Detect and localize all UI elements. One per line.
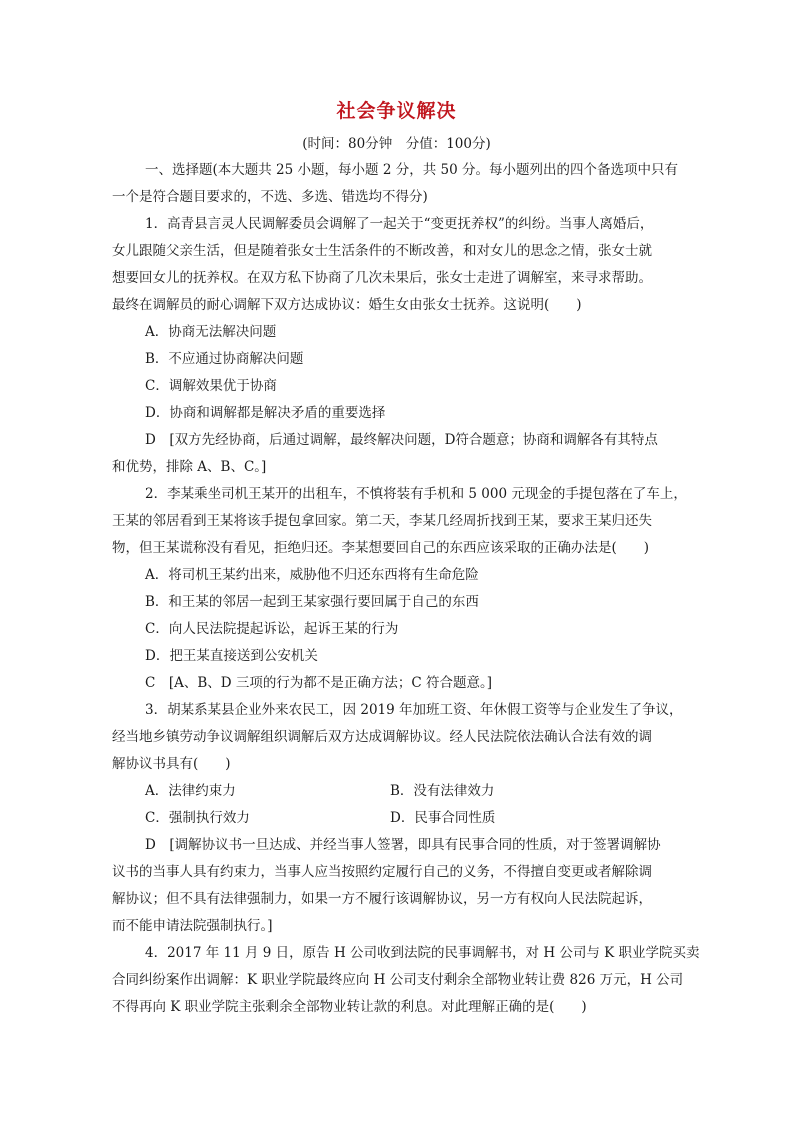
- exam-time-score: (时间：80分钟 分值：100分): [302, 136, 491, 152]
- question-1-option-a: A．协商无法解决问题: [145, 324, 277, 340]
- question-2-stem-line: 王某的邻居看到王某将该手提包拿回家。第二天，李某几经周折找到王某，要求王某归还失: [112, 513, 652, 529]
- question-1-option-d: D．协商和调解都是解决矛盾的重要选择: [145, 405, 386, 421]
- question-1-option-c: C．调解效果优于协商: [145, 378, 277, 394]
- section-header-line: 一个是符合题目要求的，不选、多选、错选均不得分): [112, 189, 428, 205]
- question-1-stem-line: 最终在调解员的耐心调解下双方达成协议：婚生女由张女士抚养。这说明( ): [112, 297, 582, 313]
- question-3-stem-line: 解协议书具有( ): [112, 756, 231, 772]
- question-3-answer-line: 议书的当事人具有约束力，当事人应当按照约定履行自己的义务，不得擅自变更或者解除调: [112, 864, 652, 880]
- question-3-stem-line: 3．胡某系某县企业外来农民工，因 2019 年加班工资、年休假工资等与企业发生了争议，: [145, 702, 683, 718]
- question-2-stem-line: 物，但王某谎称没有看见，拒绝归还。李某想要回自己的东西应该采取的正确办法是( ): [112, 540, 650, 556]
- question-3-option-b: B．没有法律效力: [390, 783, 495, 799]
- question-1-answer-line: 和优势，排除 A、B、C。]: [112, 459, 267, 475]
- page-title: 社会争议解决: [336, 100, 457, 122]
- question-2-answer-line: C [A、B、D 三项的行为都不是正确方法；C 符合题意。]: [145, 675, 493, 691]
- section-header-line: 一、选择题(本大题共 25 小题，每小题 2 分，共 50 分。每小题列出的四个备选项中只有: [145, 162, 678, 178]
- question-1-stem-line: 女儿跟随父亲生活，但是随着张女士生活条件的不断改善，和对女儿的思念之情，张女士就: [112, 243, 652, 259]
- question-3-option-a: A．法律约束力: [145, 783, 236, 799]
- question-3-option-d: D．民事合同性质: [390, 810, 496, 826]
- question-1-stem-line: 1．高青县言灵人民调解委员会调解了一起关于“变更抚养权”的纠纷。当事人离婚后，: [145, 216, 654, 232]
- question-1-stem-line: 想要回女儿的抚养权。在双方私下协商了几次未果后，张女士走进了调解室，来寻求帮助。: [112, 270, 652, 286]
- question-4-stem-line: 合同纠纷案作出调解：K 职业学院最终应向 H 公司支付剩余全部物业转让费 826 万元，H 公司: [112, 972, 684, 988]
- question-1-answer-line: D [双方先经协商，后通过调解，最终解决问题，D符合题意；协商和调解各有其特点: [145, 432, 658, 448]
- question-3-answer-line: D [调解协议书一旦达成、并经当事人签署，即具有民事合同的性质，对于签署调解协: [145, 837, 661, 853]
- question-3-stem-line: 经当地乡镇劳动争议调解组织调解后双方达成调解协议。经人民法院依法确认合法有效的调: [112, 729, 652, 745]
- question-3-answer-line: 而不能申请法院强制执行。]: [112, 918, 273, 934]
- question-3-answer-line: 解协议；但不具有法律强制力，如果一方不履行该调解协议，另一方有权向人民法院起诉，: [112, 891, 652, 907]
- question-2-option-b: B．和王某的邻居一起到王某家强行要回属于自己的东西: [145, 594, 479, 610]
- question-2-option-a: A．将司机王某约出来，威胁他不归还东西将有生命危险: [145, 567, 479, 583]
- question-3-option-c: C．强制执行效力: [145, 810, 250, 826]
- question-4-stem-line: 不得再向 K 职业学院主张剩余全部物业转让款的利息。对此理解正确的是( ): [112, 999, 587, 1015]
- question-2-option-c: C．向人民法院提起诉讼，起诉王某的行为: [145, 621, 399, 637]
- question-2-option-d: D．把王某直接送到公安机关: [145, 648, 318, 664]
- question-1-option-b: B．不应通过协商解决问题: [145, 351, 304, 367]
- question-2-stem-line: 2．李某乘坐司机王某开的出租车，不慎将装有手机和 5 000 元现金的手提包落在了车上，: [145, 486, 687, 502]
- question-4-stem-line: 4．2017 年 11 月 9 日，原告 H 公司收到法院的民事调解书，对 H 公司与 K 职业学院买卖: [145, 945, 700, 961]
